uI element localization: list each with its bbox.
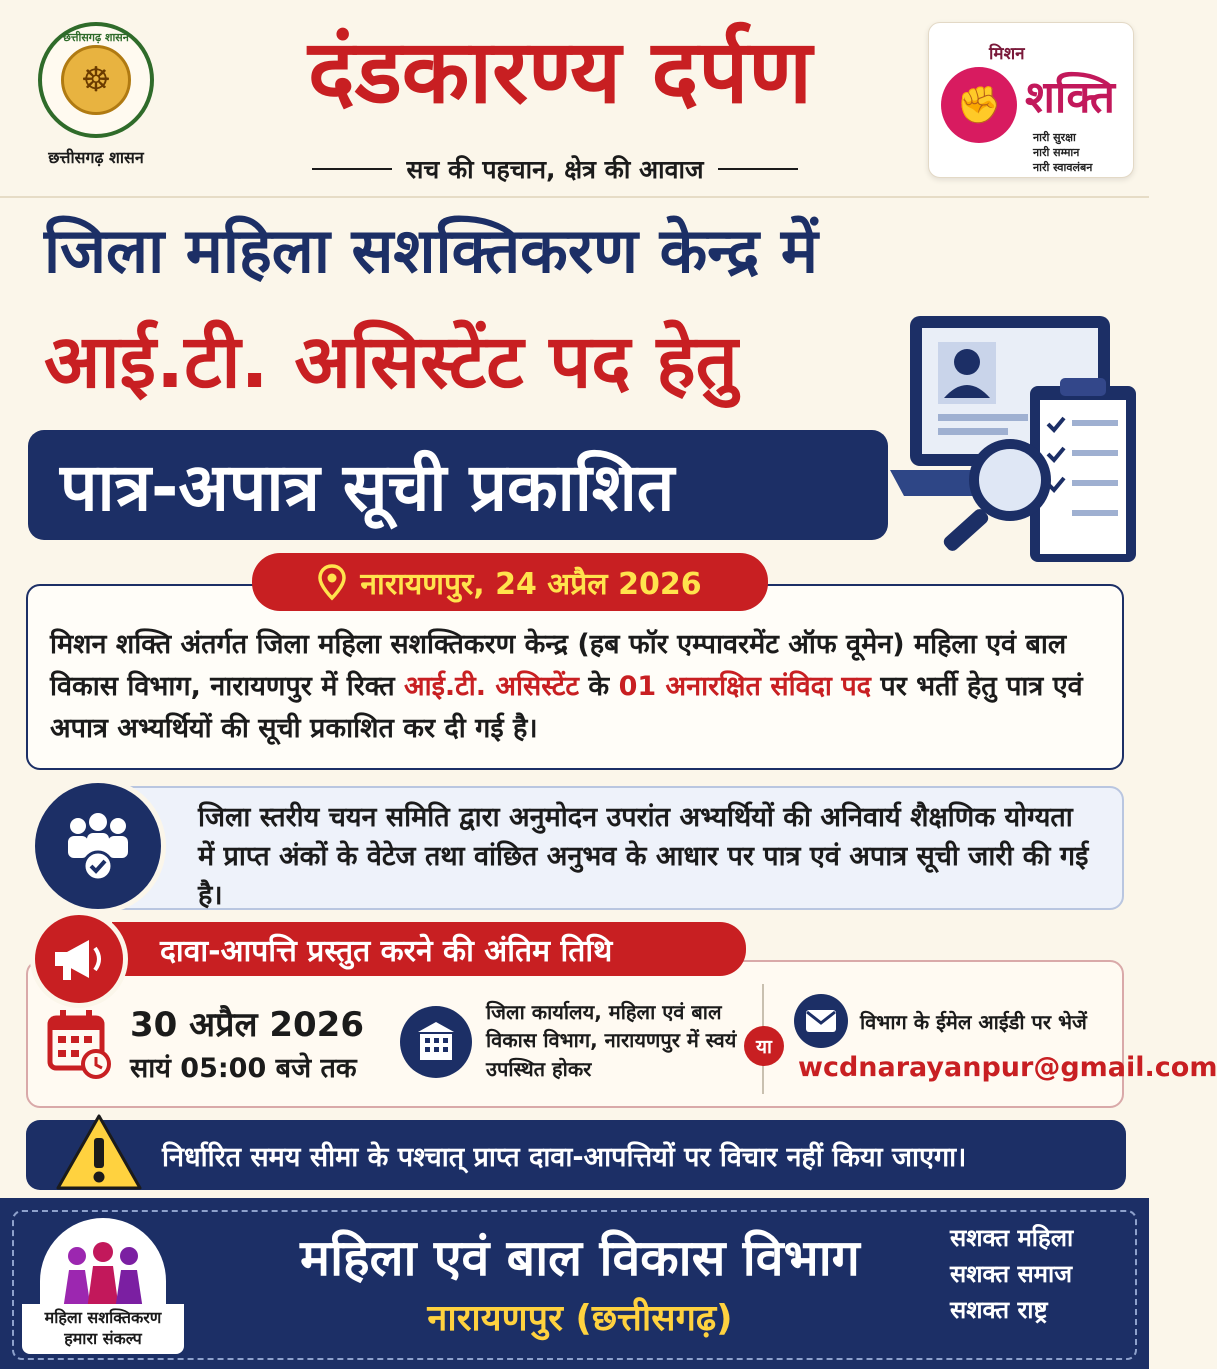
tagline-rule-left — [312, 168, 392, 170]
warning-icon — [54, 1112, 144, 1192]
email-address[interactable]: wcdnarayanpur@gmail.com — [798, 1052, 1217, 1083]
committee-note — [78, 786, 1124, 910]
slogan-line: सशक्त महिला — [950, 1224, 1074, 1252]
or-badge: या — [744, 1026, 784, 1066]
location-text: नारायणपुर, 24 अप्रैल 2026 — [360, 566, 702, 602]
deadline-time: सायं 05:00 बजे तक — [130, 1053, 357, 1084]
intro-highlight-post: आई.टी. असिस्टेंट — [404, 671, 580, 703]
email-label: विभाग के ईमेल आईडी पर भेजें — [860, 1010, 1087, 1034]
slogan-line: सशक्त राष्ट्र — [950, 1296, 1048, 1324]
headline-line-1: जिला महिला सशक्तिकरण केन्द्र में — [44, 214, 818, 287]
deadline-banner-text: दावा-आपत्ति प्रस्तुत करने की अंतिम तिथि — [160, 933, 613, 969]
mail-icon — [794, 994, 848, 1048]
slogan-line: सशक्त समाज — [950, 1260, 1073, 1288]
intro-text-2: के — [579, 671, 619, 703]
footer-slogan — [950, 1220, 1130, 1328]
headline-banner-text: पात्र-अपात्र सूची प्रकाशित — [60, 449, 675, 526]
masthead-title: दंडकारण्य दर्पण — [308, 20, 812, 123]
office-building-icon — [400, 1006, 472, 1078]
tagline-text: सच की पहचान, क्षेत्र की आवाज — [406, 155, 704, 184]
headline-line-2: आई.टी. असिस्टेंट पद हेतु — [44, 319, 738, 405]
people-check-icon — [30, 778, 166, 914]
location-pin-icon — [318, 564, 346, 600]
deadline-banner — [112, 922, 746, 976]
mission-line: नारी सुरक्षा — [1033, 131, 1076, 144]
mission-big-text: शक्ति — [1025, 72, 1115, 123]
govt-label: छत्तीसगढ़ शासन — [48, 148, 144, 167]
headline-banner — [28, 430, 888, 540]
footer-logo-line: हमारा संकल्प — [64, 1328, 142, 1348]
seal-emblem-icon: छत्तीसगढ़ शासन ☸ — [38, 22, 154, 138]
mission-line: नारी सम्मान — [1033, 145, 1080, 159]
mission-line: नारी स्वावलंबन — [1033, 160, 1093, 174]
seal-text: छत्तीसगढ़ शासन — [63, 31, 129, 44]
warning-text: निर्धारित समय सीमा के पश्चात् प्राप्त दावा-आपत्तियों पर विचार नहीं किया जाएगा। — [162, 1141, 967, 1173]
footer-logo-line: महिला सशक्तिकरण — [44, 1308, 162, 1327]
mission-shakti-logo — [928, 22, 1134, 178]
location-badge — [252, 553, 768, 611]
mission-lines — [1033, 131, 1092, 176]
intro-text-1: मिशन शक्ति अंतर्गत जिला महिला सशक्तिकरण केन्द्र (हब फॉर एम्पावरमेंट ऑफ वूमेन) महिला एवं बाल विकास विभाग, नारायणपुर में रिक्त — [50, 629, 1067, 703]
office-submission-text: जिला कार्यालय, महिला एवं बाल विकास विभाग, नारायणपुर में स्वयं उपस्थित होकर — [486, 1000, 737, 1081]
fist-icon: ✊ — [941, 67, 1017, 143]
megaphone-icon — [30, 910, 128, 1008]
govt-emblem — [26, 22, 166, 182]
laptop-clipboard-illustration — [880, 310, 1142, 580]
masthead-tagline — [230, 152, 880, 186]
deadline-date: 30 अप्रैल 2026 — [130, 1005, 364, 1045]
mission-small-text: मिशन — [989, 44, 1025, 64]
intro-paragraph — [26, 584, 1124, 770]
footer-department: महिला एवं बाल विकास विभाग — [300, 1229, 860, 1287]
intro-text-3: पर भर्ती हेतु पात्र एवं अपात्र अभ्यर्थियों की सूची प्रकाशित कर दी गई है। — [50, 671, 1083, 745]
calendar-clock-icon — [46, 1008, 114, 1080]
footer-logo-text — [22, 1304, 184, 1354]
tagline-rule-right — [718, 168, 798, 170]
intro-highlight-seat: 01 अनारक्षित संविदा पद — [618, 671, 871, 703]
committee-text: जिला स्तरीय चयन समिति द्वारा अनुमोदन उपरांत अभ्यर्थियों की अनिवार्य शैक्षणिक योग्यता में प्राप्त अंकों के वेटेज तथा वांछित अनुभव के आधार पर पात्र एवं अपात्र सूची जारी की गई है। — [198, 802, 1089, 912]
warning-bar — [26, 1120, 1126, 1190]
footer-place: नारायणपुर (छत्तीसगढ़) — [427, 1298, 733, 1339]
header-divider — [0, 196, 1149, 198]
